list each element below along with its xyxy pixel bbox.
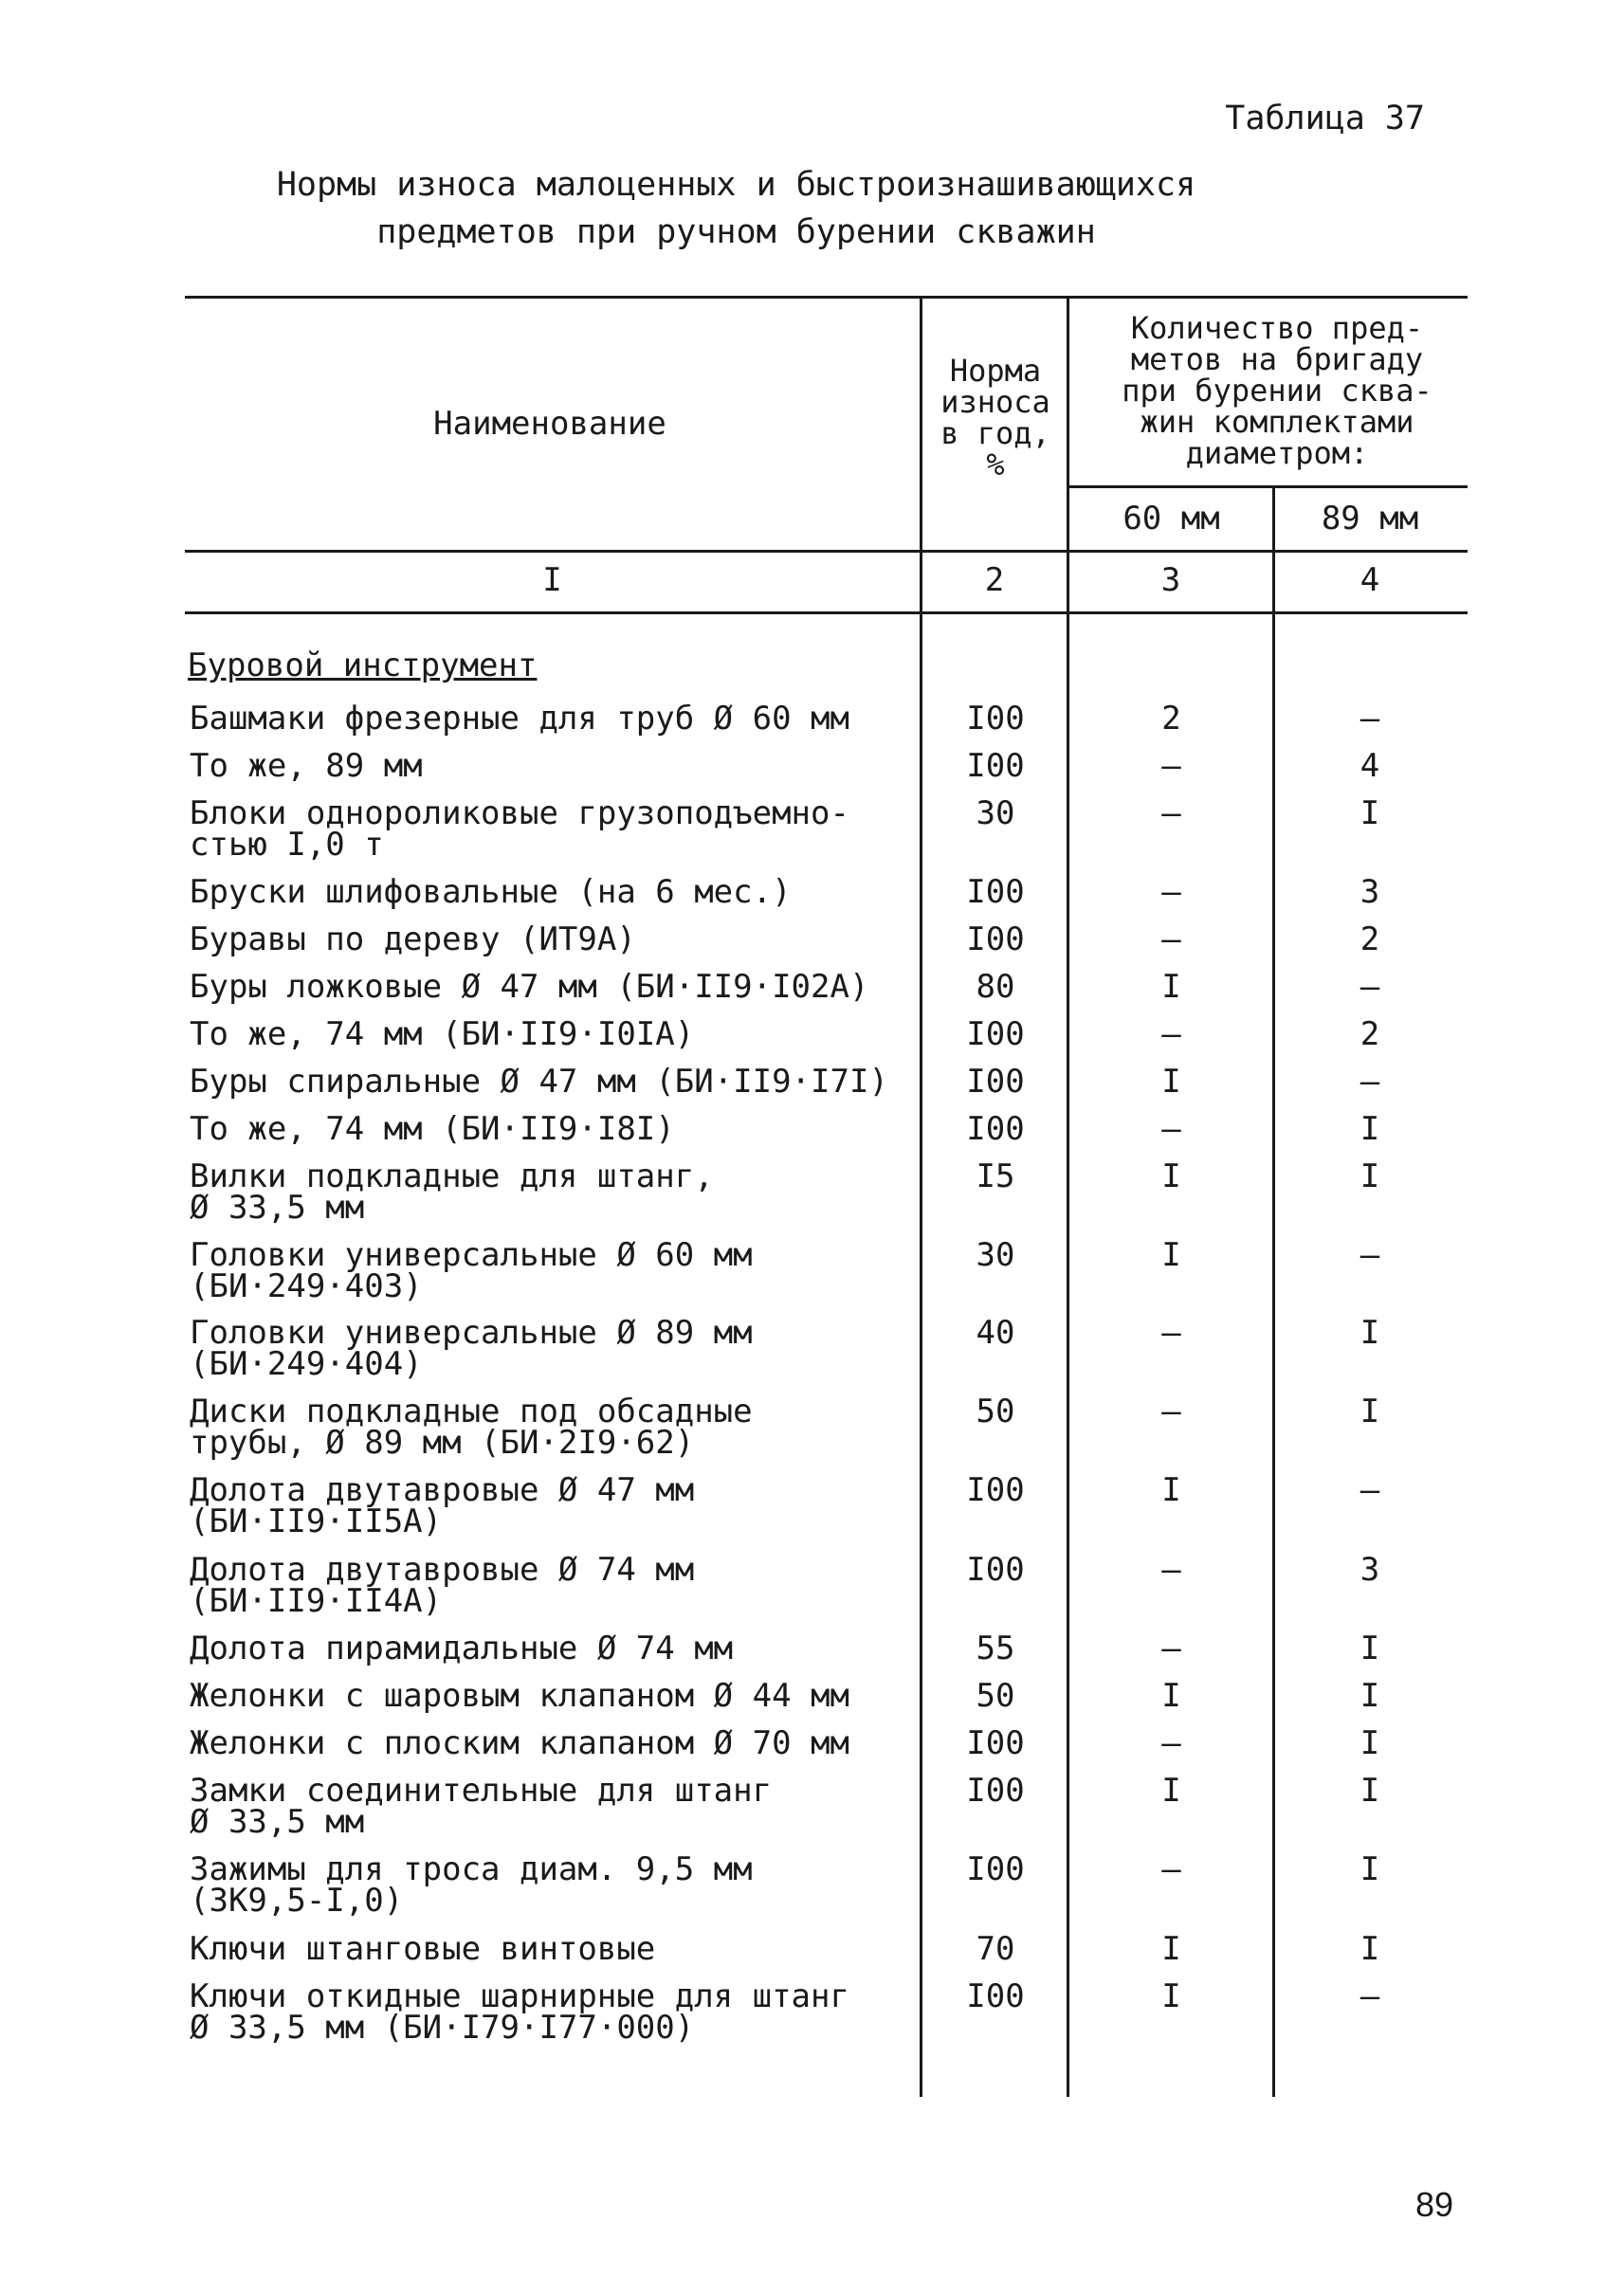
row-qty-60: – bbox=[1161, 1393, 1181, 1430]
row-name: То же, 74 мм (БИ·II9·I0IА) bbox=[190, 1015, 695, 1053]
row-qty-60: I bbox=[1161, 1236, 1181, 1274]
row-norm: 30 bbox=[976, 794, 1015, 832]
column-number-1: I bbox=[542, 561, 562, 599]
row-name: Диски подкладные под обсадные трубы, Ø 89 мм (БИ·2I9·62) bbox=[190, 1393, 753, 1462]
row-qty-60: I bbox=[1161, 1772, 1181, 1810]
row-norm: I00 bbox=[966, 1724, 1025, 1762]
row-name: Зажимы для троса диам. 9,5 мм (ЗК9,5-I,0) bbox=[190, 1850, 753, 1920]
row-name: Буравы по дереву (ИТ9А) bbox=[190, 920, 636, 958]
row-qty-89: I bbox=[1359, 1393, 1380, 1430]
row-norm: I5 bbox=[976, 1157, 1015, 1195]
row-qty-60: I bbox=[1161, 1977, 1181, 2015]
row-qty-60: – bbox=[1161, 1110, 1181, 1148]
row-qty-60: – bbox=[1161, 747, 1181, 785]
row-norm: I00 bbox=[966, 1977, 1025, 2015]
row-qty-89: – bbox=[1359, 968, 1380, 1006]
row-norm: I00 bbox=[966, 700, 1025, 738]
row-qty-60: 2 bbox=[1161, 700, 1181, 738]
qty-header-rule bbox=[1069, 485, 1468, 488]
column-number-2: 2 bbox=[984, 561, 1005, 599]
row-qty-89: 4 bbox=[1359, 747, 1380, 785]
row-norm: 50 bbox=[976, 1677, 1015, 1715]
page-number: 89 bbox=[1414, 2185, 1453, 2224]
row-qty-60: – bbox=[1161, 1630, 1181, 1667]
section-title: Буровой инструмент bbox=[188, 647, 538, 684]
row-qty-89: I bbox=[1359, 1314, 1380, 1352]
row-name: Желонки с шаровым клапаном Ø 44 мм bbox=[190, 1677, 849, 1715]
row-qty-89: 2 bbox=[1359, 920, 1380, 958]
row-name: Замки соединительные для штанг Ø 33,5 мм bbox=[190, 1772, 773, 1841]
title-line-2: предметов при ручном бурении скважин bbox=[376, 213, 1096, 251]
row-norm: I00 bbox=[966, 1110, 1025, 1148]
row-qty-60: I bbox=[1161, 1677, 1181, 1715]
row-qty-60: – bbox=[1161, 1015, 1181, 1053]
header-bottom-rule bbox=[185, 550, 1468, 553]
row-qty-89: – bbox=[1359, 1236, 1380, 1274]
row-qty-60: – bbox=[1161, 1551, 1181, 1589]
row-qty-60: I bbox=[1161, 1471, 1181, 1509]
row-norm: I00 bbox=[966, 873, 1025, 911]
row-qty-89: 3 bbox=[1359, 1551, 1380, 1589]
column-number-4: 4 bbox=[1359, 561, 1380, 599]
row-qty-89: 3 bbox=[1359, 873, 1380, 911]
row-qty-60: – bbox=[1161, 1850, 1181, 1888]
row-qty-89: – bbox=[1359, 1977, 1380, 2015]
row-norm: I00 bbox=[966, 1551, 1025, 1589]
row-name: Буры спиральные Ø 47 мм (БИ·II9·I7I) bbox=[190, 1063, 888, 1101]
row-qty-89: – bbox=[1359, 1471, 1380, 1509]
colnum-bottom-rule bbox=[185, 611, 1468, 614]
row-qty-60: I bbox=[1161, 968, 1181, 1006]
row-norm: 40 bbox=[976, 1314, 1015, 1352]
row-qty-89: I bbox=[1359, 1724, 1380, 1762]
row-norm: I00 bbox=[966, 920, 1025, 958]
row-qty-60: – bbox=[1161, 920, 1181, 958]
row-qty-60: – bbox=[1161, 794, 1181, 832]
row-qty-89: I bbox=[1359, 1772, 1380, 1810]
header-d60: 60 мм bbox=[1122, 500, 1220, 537]
row-name: Буры ложковые Ø 47 мм (БИ·II9·I02А) bbox=[190, 968, 869, 1006]
row-name: Головки универсальные Ø 89 мм (БИ·249·404) bbox=[190, 1314, 753, 1383]
row-norm: I00 bbox=[966, 1015, 1025, 1053]
row-qty-60: I bbox=[1161, 1930, 1181, 1968]
row-norm: 70 bbox=[976, 1930, 1015, 1968]
row-norm: I00 bbox=[966, 1850, 1025, 1888]
row-name: Долота двутавровые Ø 74 мм (БИ·II9·II4А) bbox=[190, 1551, 695, 1620]
row-norm: 55 bbox=[976, 1630, 1015, 1667]
row-name: Ключи откидные шарнирные для штанг Ø 33,5 мм (БИ·I79·I77·000) bbox=[190, 1977, 849, 2047]
row-name: Башмаки фрезерные для труб Ø 60 мм bbox=[190, 700, 849, 738]
row-qty-60: I bbox=[1161, 1063, 1181, 1101]
row-qty-60: – bbox=[1161, 873, 1181, 911]
row-name: То же, 89 мм bbox=[190, 747, 423, 785]
row-norm: 80 bbox=[976, 968, 1015, 1006]
row-norm: I00 bbox=[966, 1471, 1025, 1509]
row-name: Головки универсальные Ø 60 мм (БИ·249·403) bbox=[190, 1236, 753, 1305]
row-qty-89: I bbox=[1359, 1677, 1380, 1715]
row-qty-89: I bbox=[1359, 794, 1380, 832]
row-name: Долота пирамидальные Ø 74 мм bbox=[190, 1630, 734, 1667]
row-qty-89: – bbox=[1359, 700, 1380, 738]
row-qty-89: I bbox=[1359, 1157, 1380, 1195]
row-name: Блоки однороликовые грузоподъемно- стью I,0 т bbox=[190, 794, 849, 864]
row-norm: 50 bbox=[976, 1393, 1015, 1430]
row-norm: I00 bbox=[966, 1772, 1025, 1810]
row-norm: I00 bbox=[966, 1063, 1025, 1101]
header-qty: Количество пред- метов на бригаду при бурении сква- жин комплектами диаметром: bbox=[1122, 310, 1432, 471]
table-top-rule bbox=[185, 296, 1468, 299]
title-line-1: Нормы износа малоценных и быстроизнашивающихся bbox=[276, 166, 1196, 204]
row-qty-60: – bbox=[1161, 1724, 1181, 1762]
row-name: Вилки подкладные для штанг, Ø 33,5 мм bbox=[190, 1157, 714, 1227]
header-name: Наименование bbox=[433, 405, 666, 443]
header-norm: Норма износа в год, % bbox=[940, 353, 1050, 483]
row-qty-60: – bbox=[1161, 1314, 1181, 1352]
row-qty-60: I bbox=[1161, 1157, 1181, 1195]
row-norm: I00 bbox=[966, 747, 1025, 785]
row-qty-89: I bbox=[1359, 1630, 1380, 1667]
row-qty-89: I bbox=[1359, 1930, 1380, 1968]
header-d89: 89 мм bbox=[1321, 500, 1419, 537]
row-name: То же, 74 мм (БИ·II9·I8I) bbox=[190, 1110, 675, 1148]
row-qty-89: I bbox=[1359, 1850, 1380, 1888]
column-number-3: 3 bbox=[1160, 561, 1181, 599]
row-qty-89: – bbox=[1359, 1063, 1380, 1101]
table-label: Таблица 37 bbox=[1225, 100, 1425, 137]
row-name: Долота двутавровые Ø 47 мм (БИ·II9·II5А) bbox=[190, 1471, 695, 1540]
row-name: Желонки с плоским клапаном Ø 70 мм bbox=[190, 1724, 849, 1762]
row-name: Ключи штанговые винтовые bbox=[190, 1930, 656, 1968]
row-name: Бруски шлифовальные (на 6 мес.) bbox=[190, 873, 792, 911]
row-norm: 30 bbox=[976, 1236, 1015, 1274]
row-qty-89: I bbox=[1359, 1110, 1380, 1148]
row-qty-89: 2 bbox=[1359, 1015, 1380, 1053]
